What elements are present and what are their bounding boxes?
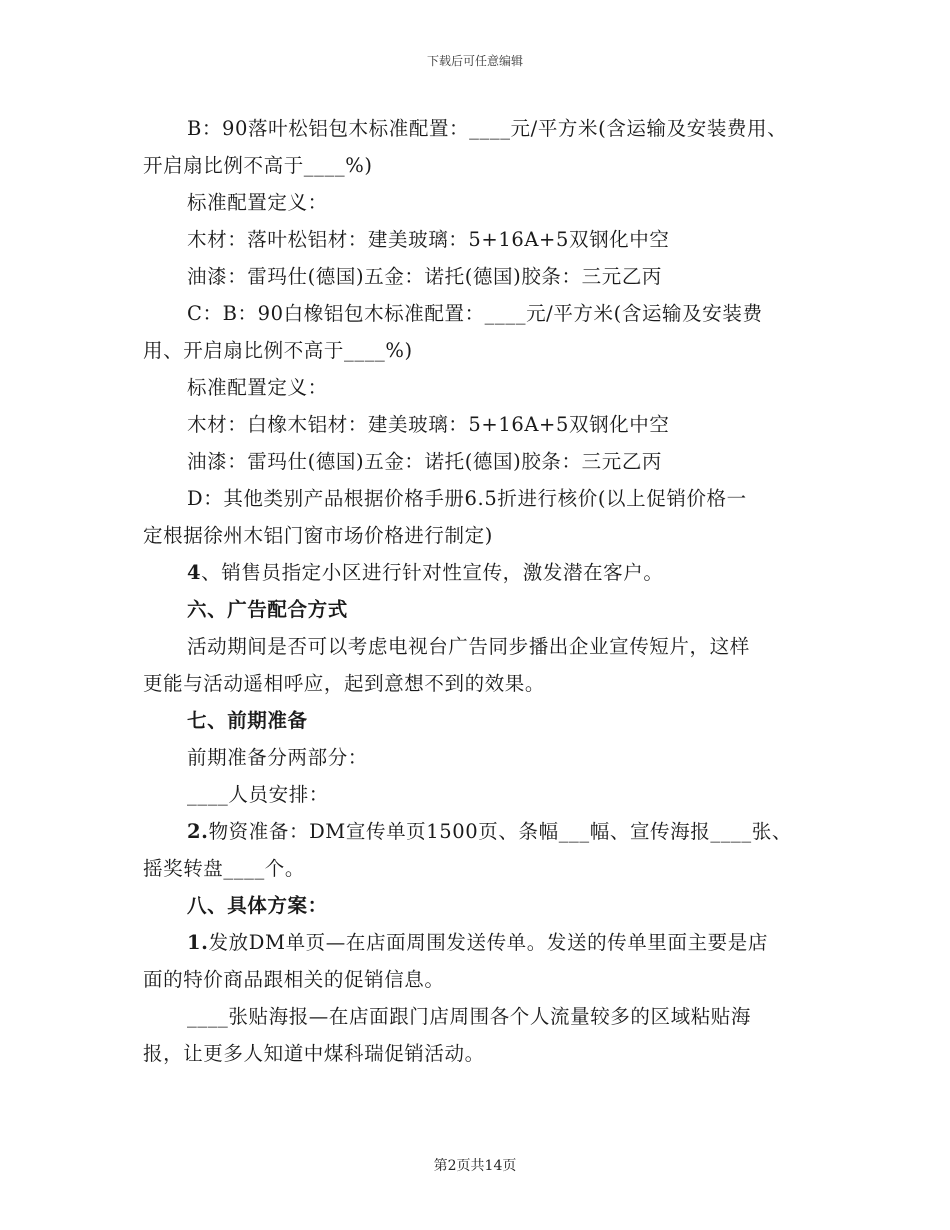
line-text: ____人员安排：	[187, 783, 329, 806]
line-text: 油漆：雷玛仕(德国)五金：诺托(德国)胶条：三元乙丙	[187, 265, 663, 288]
paragraph-line	[143, 443, 823, 480]
paragraph-line	[143, 554, 823, 591]
paragraph-line	[143, 184, 823, 221]
paragraph-line	[143, 110, 823, 147]
paragraph-line	[143, 813, 823, 850]
section-heading	[143, 591, 823, 628]
list-number: 1.	[187, 931, 209, 954]
line-text: 用、开启扇比例不高于____%)	[143, 339, 413, 362]
list-number: 2.	[187, 820, 209, 843]
paragraph-line	[143, 998, 823, 1035]
section-heading	[143, 702, 823, 739]
line-text: 定根据徐州木铝门窗市场价格进行制定)	[143, 524, 493, 547]
line-text: 面的特价商品跟相关的促销信息。	[143, 968, 445, 991]
line-text: 八、具体方案：	[187, 894, 328, 917]
document-body	[143, 110, 823, 1072]
page-header-note: 下载后可任意编辑	[426, 54, 523, 68]
line-text: C：B：90白橡铝包木标准配置：____元/平方米(含运输及安装费	[187, 302, 763, 325]
line-text: 木材：落叶松铝材：建美玻璃：5+16A+5双钢化中空	[187, 228, 670, 251]
line-text: 更能与活动遥相呼应，起到意想不到的效果。	[143, 672, 546, 695]
line-text: 报，让更多人知道中煤科瑞促销活动。	[143, 1042, 485, 1065]
paragraph-line	[143, 850, 823, 887]
paragraph-line	[143, 295, 823, 332]
line-text: 开启扇比例不高于____%)	[143, 154, 373, 177]
line-text: B：90落叶松铝包木标准配置：____元/平方米(含运输及安装费用、	[187, 117, 788, 140]
line-text: ____张贴海报—在店面跟门店周围各个人流量较多的区域粘贴海	[187, 1005, 752, 1028]
page-indicator: 第2页共14页	[433, 1158, 517, 1174]
list-number: 4	[187, 561, 202, 584]
paragraph-line	[143, 1035, 823, 1072]
line-text: 前期准备分两部分：	[187, 746, 368, 769]
paragraph-line	[143, 221, 823, 258]
paragraph-line	[143, 961, 823, 998]
section-heading	[143, 887, 823, 924]
paragraph-line	[143, 369, 823, 406]
paragraph-line	[143, 480, 823, 517]
line-text: 摇奖转盘____个。	[143, 857, 305, 880]
paragraph-line	[143, 924, 823, 961]
line-text: 油漆：雷玛仕(德国)五金：诺托(德国)胶条：三元乙丙	[187, 450, 663, 473]
paragraph-line	[143, 739, 823, 776]
line-text: D：其他类别产品根据价格手册6.5折进行核价(以上促销价格一	[187, 487, 747, 510]
line-text: 六、广告配合方式	[187, 598, 348, 621]
paragraph-line	[143, 628, 823, 665]
line-text: 标准配置定义：	[187, 376, 328, 399]
paragraph-line	[143, 776, 823, 813]
paragraph-line	[143, 332, 823, 369]
paragraph-line	[143, 147, 823, 184]
paragraph-line	[143, 665, 823, 702]
line-text: 七、前期准备	[187, 709, 308, 732]
paragraph-line	[143, 406, 823, 443]
line-text: 标准配置定义：	[187, 191, 328, 214]
line-text: 发放DM单页—在店面周围发送传单。发送的传单里面主要是店	[208, 931, 768, 954]
paragraph-line	[143, 517, 823, 554]
line-text: 、销售员指定小区进行针对性宣传，激发潜在客户。	[201, 561, 664, 584]
paragraph-line	[143, 258, 823, 295]
line-text: 物资准备：DM宣传单页1500页、条幅___幅、宣传海报____张、	[208, 820, 792, 843]
line-text: 活动期间是否可以考虑电视台广告同步播出企业宣传短片，这样	[187, 635, 750, 658]
line-text: 木材：白橡木铝材：建美玻璃：5+16A+5双钢化中空	[187, 413, 670, 436]
